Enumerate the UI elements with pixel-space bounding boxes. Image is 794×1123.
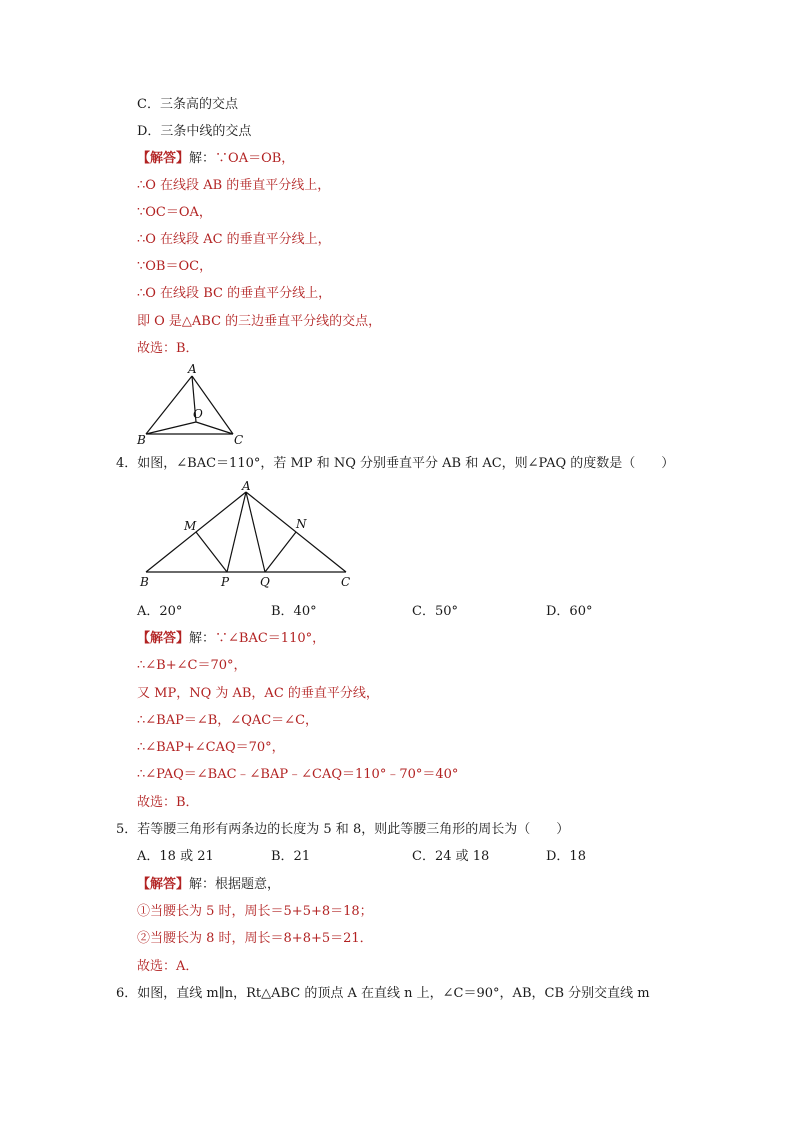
q5-step-3: 故选：A． — [137, 959, 199, 974]
q4-segment-ap — [227, 492, 246, 572]
q4-step-2: ∴∠B+∠C＝70°， — [137, 658, 247, 673]
q4-answer-first-line — [137, 630, 325, 648]
q3-step-8: 故选：B． — [137, 341, 199, 356]
q6-question: 6．如图，直线 m∥n，Rt△ABC 的顶点 A 在直线 n 上，∠C＝90°，AB，CB 分别交直线 m — [116, 986, 650, 1001]
q3-step-5: ∵OB＝OC， — [137, 259, 213, 274]
q3-step-6: ∴O 在线段 BC 的垂直平分线上， — [137, 286, 332, 301]
q3-label-c: C — [234, 433, 244, 447]
q3-option-d: D．三条中线的交点 — [137, 124, 252, 139]
q4-question: 4．如图，∠BAC＝110°，若 MP 和 NQ 分别垂直平分 AB 和 AC，则∠PAQ 的度数是（ ） — [116, 456, 675, 471]
q4-triangle-figure — [134, 478, 364, 593]
q5-question: 5．若等腰三角形有两条边的长度为 5 和 8，则此等腰三角形的周长为（ ） — [116, 822, 570, 837]
q4-segment-aq — [246, 492, 265, 572]
q4-option-c: C．50° — [412, 604, 458, 619]
q4-step-3: 又 MP，NQ 为 AB，AC 的垂直平分线， — [137, 686, 379, 701]
q4-option-d: D．60° — [546, 604, 593, 619]
q5-option-a: A．18 或 21 — [137, 849, 214, 864]
q3-edge-ac — [192, 376, 233, 434]
answer-lead: 解： — [189, 151, 216, 166]
q5-option-b: B．21 — [271, 849, 311, 864]
answer-lead: 解： — [189, 631, 216, 646]
q4-label-b: B — [140, 575, 149, 589]
answer-tag: 【解答】 — [137, 631, 190, 646]
q4-step-1: ∵∠BAC＝110°， — [215, 631, 326, 646]
q3-step-3: ∵OC＝OA， — [137, 205, 212, 220]
q4-step-7: 故选：B． — [137, 795, 199, 810]
q3-step-4: ∴O 在线段 AC 的垂直平分线上， — [137, 232, 331, 247]
q5-step-1: ①当腰长为 5 时，周长＝5+5+8＝18； — [137, 904, 373, 919]
q4-step-4: ∴∠BAP＝∠B，∠QAC＝∠C， — [137, 713, 319, 728]
q3-step-2: ∴O 在线段 AB 的垂直平分线上， — [137, 178, 331, 193]
q5-answer-first-line — [137, 876, 280, 894]
q3-label-o: O — [193, 407, 203, 421]
q4-label-m: M — [184, 519, 197, 533]
q4-step-6: ∴∠PAQ＝∠BAC﹣∠BAP﹣∠CAQ＝110°﹣70°＝40° — [137, 767, 459, 782]
q5-option-c: C．24 或 18 — [412, 849, 490, 864]
q3-answer-first-line — [137, 150, 294, 168]
q5-step-2: ②当腰长为 8 时，周长＝8+8+5＝21． — [137, 931, 373, 946]
answer-tag: 【解答】 — [137, 877, 190, 892]
q3-triangle-figure — [130, 362, 260, 452]
answer-tag: 【解答】 — [137, 151, 190, 166]
q4-segment-mp — [196, 532, 227, 572]
q4-label-c: C — [341, 575, 351, 589]
q4-label-p: P — [221, 575, 230, 589]
q3-step-1: ∵OA＝OB， — [215, 151, 295, 166]
q3-label-b: B — [137, 433, 146, 447]
q4-option-b: B．40° — [271, 604, 317, 619]
q5-option-d: D．18 — [546, 849, 586, 864]
q4-label-a: A — [242, 479, 251, 493]
q4-segment-nq — [265, 532, 296, 572]
answer-lead: 解：根据题意， — [189, 877, 281, 892]
q3-step-7: 即 O 是△ABC 的三边垂直平分线的交点， — [137, 314, 382, 329]
q4-step-5: ∴∠BAP+∠CAQ＝70°， — [137, 740, 285, 755]
q3-segment-oc — [196, 422, 233, 434]
q3-label-a: A — [188, 362, 197, 376]
q3-option-c: C．三条高的交点 — [137, 97, 238, 112]
q4-option-a: A．20° — [137, 604, 183, 619]
q4-label-n: N — [296, 517, 307, 531]
q3-edge-ab — [146, 376, 192, 434]
q4-label-q: Q — [260, 575, 270, 589]
